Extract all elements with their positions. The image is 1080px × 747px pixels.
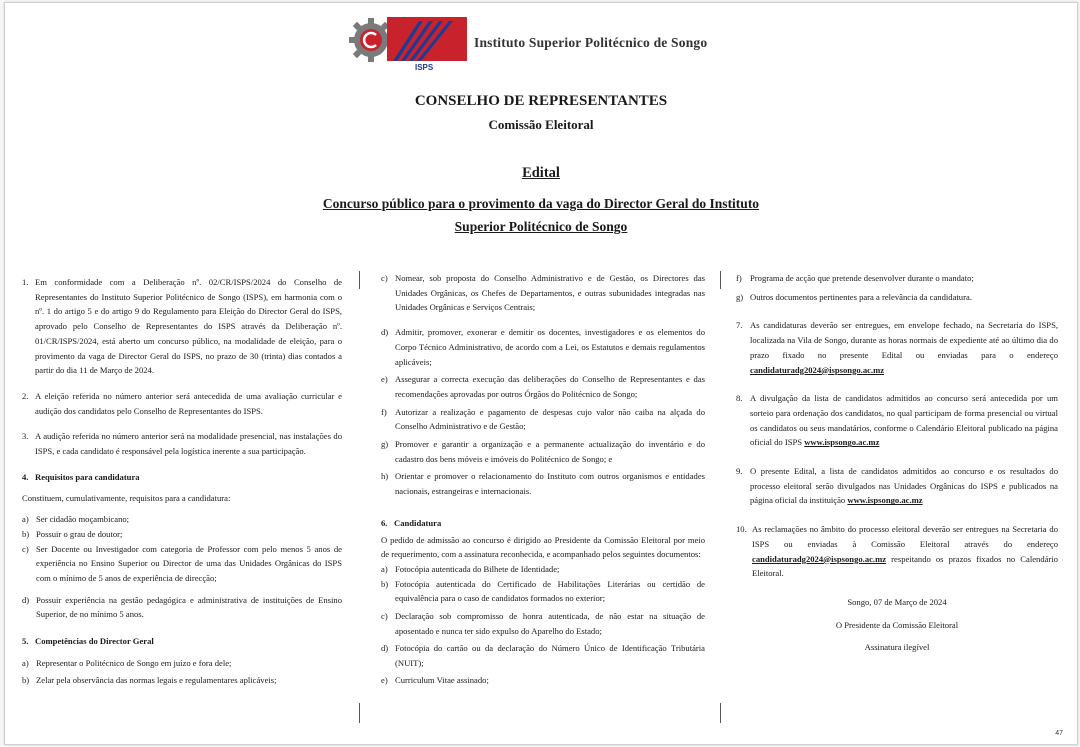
column-divider-2 [720, 271, 721, 289]
website-link[interactable]: www.ispsongo.ac.mz [804, 437, 880, 448]
item-text: A eleição referida no número anterior será antecedida de uma avaliação curricular e audição dos candidatos pelo Conselho de Representantes do ISPS. [35, 390, 342, 416]
list-text: Possuir experiência na gestão pedagógica e administrativa de instituições de Ensino Superior, de no mínimo 5 anos. [36, 594, 342, 620]
list-text: Representar o Politécnico de Songo em juízo e fora dele; [36, 657, 232, 668]
list-text: Curriculum Vitae assinado; [395, 674, 489, 685]
item-text: As candidaturas deverão ser entregues, em envelope fechado, na Secretaria do ISPS, localizada na Vila de Songo, durante as horas normais de expediente até ao último dia do prazo fixado no presente Edital ou enviadas para o endereço [750, 320, 1058, 360]
section-4-intro: Constituem, cumulativamente, requisitos para a candidatura: [22, 493, 231, 504]
section-title: Competências do Director Geral [35, 636, 154, 647]
section-5-heading [22, 634, 342, 649]
list-item [736, 271, 1058, 286]
list-letter: g) [381, 439, 389, 450]
page-number: 47 [1055, 730, 1063, 737]
list-letter: b) [22, 528, 30, 539]
item-7 [736, 318, 1058, 377]
signatory: O Presidente da Comissão Eleitoral [835, 619, 959, 630]
list-item [381, 641, 705, 670]
item-text: A audição referida no número anterior será na modalidade presencial, nas instalações do ISPS, e cada candidato é responsável pela logística inerente a sua participação. [35, 431, 342, 457]
list-letter: e) [381, 674, 388, 685]
list-item [381, 562, 705, 577]
section-number: 6. [381, 517, 388, 528]
section-number: 5. [22, 636, 29, 647]
item-2 [22, 389, 342, 418]
list-letter: f) [381, 406, 387, 417]
list-item [381, 372, 705, 401]
item-10 [736, 522, 1058, 581]
section-title: Requisitos para candidatura [35, 471, 140, 482]
list-text: Ser Docente ou Investigador com categoria de Professor com pelo menos 5 anos de experiência no Ensino Superior ou Director de uma das Unidades Orgânicas do ISPS com o mínimo de 5 anos de experiência de direcção; [36, 543, 342, 583]
section-6-heading [381, 516, 705, 531]
logo-text: ISPS [415, 63, 434, 71]
email-link[interactable]: candidaturadg2024@ispsongo.ac.mz [752, 553, 887, 564]
item-number: 7. [736, 320, 743, 331]
list-text: Nomear, sob proposta do Conselho Administrativo e de Gestão, os Directores das Unidades Orgânicas, os Chefes de Departamentos, e outras subunidades integradas nas Unidades Orgânicas e Serviços Centrais; [395, 273, 705, 313]
subject-line-2: Superior Politécnico de Songo [454, 219, 628, 234]
list-text: Promover e garantir a organização e a permanente actualização do inventário e do cadastro dos bens móveis e imóveis do Politécnico de Songo; e [395, 439, 705, 464]
item-number: 3. [22, 431, 29, 442]
list-letter: a) [22, 514, 29, 525]
item-3 [22, 429, 342, 458]
item-8 [736, 391, 1058, 450]
list-letter: d) [22, 594, 30, 605]
list-letter: h) [381, 471, 389, 482]
list-text: Admitir, promover, exonerar e demitir os docentes, investigadores e os elementos do Corpo Técnico Administrativo, de acordo com a Lei, os Estatutos e demais regulamentos aplicáveis; [395, 327, 705, 367]
list-item [381, 469, 705, 498]
council-title: CONSELHO DE REPRESENTANTES [414, 93, 668, 109]
list-letter: a) [22, 657, 29, 668]
list-text: Zelar pela observância das normas legais e regulamentares aplicáveis; [36, 675, 277, 686]
list-item [381, 325, 705, 369]
website-link[interactable]: www.ispsongo.ac.mz [847, 495, 923, 506]
item-text: Em conformidade com a Deliberação nº. 02/CR/ISPS/2024 do Conselho de Representantes do Instituto Superior Politécnico de Songo (ISPS), em harmonia com o nº. 1 do artigo 5 e do artigo 9 do Regulamento para Eleição do Director Geral do ISPS, aprovado pelo Conselho de Representantes do ISPS através da Deliberação nº. 01/CR/ISPS/2024, está aberto um concurso público, na modalidade de eleição, para o provimento da vaga de Director Geral do ISPS, no prazo de 30 (trinta) dias contados a partir do dia 11 de Março de 2024. [35, 277, 342, 376]
list-letter: c) [381, 273, 388, 283]
list-item [381, 437, 705, 466]
list-letter: b) [381, 578, 389, 589]
list-text: Autorizar a realização e pagamento de despesas cujo valor não caiba na alçada do Conselho Administrativo e de Gestão; [395, 406, 705, 432]
column-2 [381, 271, 705, 688]
column-3 [736, 271, 1058, 655]
list-item [381, 577, 705, 606]
subject-line-1: Concurso público para o provimento da vaga do Director Geral do Instituto [322, 196, 760, 211]
column-1 [22, 275, 342, 688]
section-6-intro: O pedido de admissão ao concurso é dirigido ao Presidente da Comissão Eleitoral por meio de requerimento, com a assinatura reconhecida, e acompanhado pelos seguintes documentos: [381, 534, 705, 560]
item-number: 8. [736, 393, 743, 404]
list-item [22, 542, 342, 586]
document-page [4, 2, 1078, 745]
list-letter: c) [381, 611, 388, 622]
item-number: 10. [736, 524, 747, 535]
item-number: 2. [22, 390, 29, 401]
list-item [22, 593, 342, 622]
institute-name: Instituto Superior Politécnico de Songo [474, 35, 708, 50]
list-item [22, 512, 342, 527]
item-number: 1. [22, 277, 29, 287]
list-text: Assegurar a correcta execução das deliberações do Conselho de Representantes e das recomendações aprovadas por outros Órgãos do Politécnico de Songo; [395, 374, 705, 399]
signature-note: Assinatura ilegível [864, 642, 930, 653]
item-text: O presente Edital, a lista de candidatos admitidos ao concurso e os resultados do processo eleitoral serão divulgados nas Unidades Orgânicas do ISPS e publicados na página oficial da instituição [750, 466, 1058, 506]
list-text: Fotocópia autenticada do Bilhete de Identidade; [395, 563, 560, 574]
list-item [381, 405, 705, 434]
isps-logo [349, 13, 467, 71]
list-text: Fotocópia autenticada do Certificado de Habilitações Literárias ou certidão de equivalência para o caso de candidatos formados no exterior; [395, 578, 705, 604]
commission-title: Comissão Eleitoral [488, 117, 594, 132]
item-9 [736, 464, 1058, 508]
email-link[interactable]: candidaturadg2024@ispsongo.ac.mz [750, 364, 885, 375]
list-letter: d) [381, 327, 389, 338]
list-text: Fotocópia do cartão ou da declaração do Número Único de Identificação Tributária (NUIT); [395, 643, 705, 669]
list-text: Declaração sob compromisso de honra autenticada, de não estar na situação de aposentado e nunca ter sido expulso do Aparelho do Estado; [395, 611, 705, 636]
list-text: Programa de acção que pretende desenvolver durante o mandato; [750, 273, 974, 283]
item-text: A divulgação da lista de candidatos admitidos ao concurso será antecedida por um sorteio para ordenação dos candidatos, no qual participam de forma presencial ou virtual os candidatos ou seus mandatários, conforme o Calendário Eleitoral publicado na página oficial do ISPS [750, 393, 1058, 448]
section-title: Candidatura [394, 517, 442, 528]
section-4-heading [22, 470, 342, 485]
list-letter: c) [22, 543, 29, 554]
list-item [22, 527, 342, 542]
list-text: Orientar e promover o relacionamento do Instituto com outros organismos e entidades nacionais, estrangeiras e internacionais. [395, 471, 705, 497]
list-item [381, 271, 705, 315]
list-letter: b) [22, 675, 30, 686]
item-number: 9. [736, 466, 743, 477]
list-letter: d) [381, 643, 389, 654]
list-letter: g) [736, 291, 744, 302]
list-text: Outros documentos pertinentes para a relevância da candidatura. [750, 291, 972, 302]
list-item [381, 673, 705, 688]
column-divider-1 [359, 271, 360, 289]
list-letter: e) [381, 374, 388, 385]
column-divider-2b [720, 703, 721, 723]
column-divider-1b [359, 703, 360, 723]
list-item [381, 609, 705, 638]
list-item [22, 656, 342, 671]
list-letter: f) [736, 273, 742, 283]
item-text: As reclamações no âmbito do processo eleitoral deverão ser entregues na Secretaria do ISPS ou enviadas à Comissão Eleitoral através do endereço [752, 524, 1058, 549]
item-text: respeitando os prazos fixados no Calendário Eleitoral. [752, 553, 1058, 579]
list-letter: a) [381, 563, 388, 574]
section-number: 4. [22, 471, 29, 482]
list-item [736, 290, 1058, 305]
list-item [22, 673, 342, 688]
place-date: Songo, 07 de Março de 2024 [847, 596, 947, 607]
list-text: Possuir o grau de doutor; [36, 528, 123, 539]
list-text: Ser cidadão moçambicano; [36, 514, 130, 525]
item-1 [22, 275, 342, 378]
edital-title: Edital [522, 165, 560, 181]
